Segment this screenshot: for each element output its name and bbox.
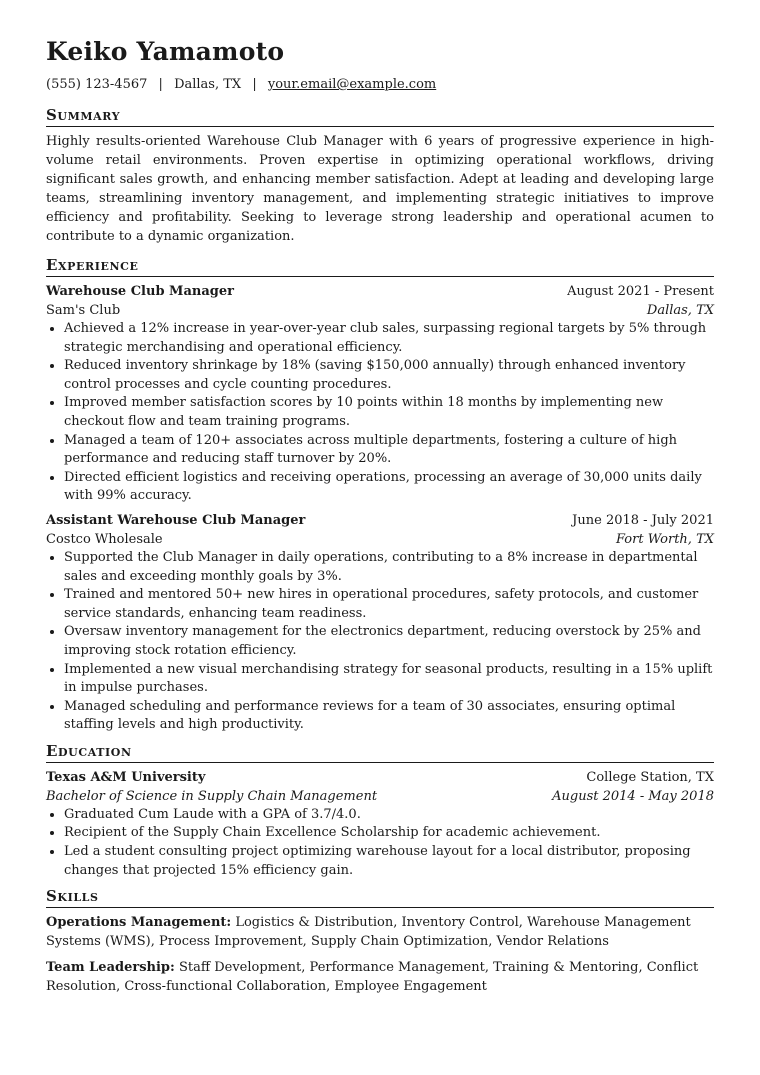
achievement-list: [46, 549, 714, 735]
list-item: • Graduated Cum Laude with a GPA of 3.7/4.0.: [64, 806, 714, 825]
skill-category: Team Leadership:: [46, 960, 175, 976]
contact-line: [46, 76, 714, 94]
list-item: • Improved member satisfaction scores by 10 points within 18 months by implementing new checkout flow and team training programs.: [64, 394, 714, 431]
list-item: • Managed scheduling and performance reviews for a team of 30 associates, ensuring optimal staffing levels and high productivity.: [64, 698, 714, 735]
experience-section: [46, 256, 714, 735]
school-location: College Station, TX: [586, 769, 714, 785]
list-item: • Supported the Club Manager in daily operations, contributing to a 8% increase in departmental sales and exceeding monthly goals by 3%.: [64, 549, 714, 586]
school-name: Texas A&M University: [46, 769, 206, 785]
separator: |: [158, 77, 163, 92]
section-heading-education: Education: [46, 742, 714, 763]
skill-group: [46, 913, 714, 951]
skills-section: [46, 887, 714, 996]
experience-entry: [46, 282, 714, 506]
education-dates: August 2014 - May 2018: [552, 788, 714, 804]
section-heading-experience: Experience: [46, 256, 714, 277]
experience-entry: [46, 511, 714, 735]
section-heading-skills: Skills: [46, 887, 714, 908]
job-location: Dallas, TX: [646, 303, 714, 318]
email-link[interactable]: your.email@example.com: [267, 77, 437, 92]
phone-number: (555) 123-4567: [46, 77, 148, 92]
job-title: Warehouse Club Manager: [46, 284, 234, 299]
summary-section: [46, 106, 714, 246]
list-item: • Achieved a 12% increase in year-over-year club sales, surpassing regional targets by 5% through strategic merchandising and operational efficiency.: [64, 320, 714, 357]
job-dates: August 2021 - Present: [567, 284, 714, 299]
education-list: [46, 806, 714, 880]
company-name: Costco Wholesale: [46, 531, 163, 547]
job-title: Assistant Warehouse Club Manager: [46, 512, 306, 528]
list-item: • Reduced inventory shrinkage by 18% (saving $150,000 annually) through enhanced inventory control processes and cycle counting procedures.: [64, 357, 714, 394]
skill-group: [46, 958, 714, 996]
list-item: • Oversaw inventory management for the electronics department, reducing overstock by 25% and improving stock rotation efficiency.: [64, 623, 714, 660]
job-location: Fort Worth, TX: [615, 531, 714, 547]
list-item: • Directed efficient logistics and receiving operations, processing an average of 30,000 units daily with 99% accuracy.: [64, 469, 714, 506]
location: Dallas, TX: [174, 77, 242, 92]
company-name: Sam's Club: [46, 303, 121, 318]
summary-text: Highly results-oriented Warehouse Club Manager with 6 years of progressive experience in high-volume retail environments. Proven expertise in optimizing operational workflows, driving significant sales growth, and enhancing member satisfaction. Adept at leading and developing large teams, streamlining inventory management, and implementing strategic initiatives to improve efficiency and profitability. Seeking to leverage strong leadership and operational acumen to contribute to a dynamic organization.: [46, 134, 714, 244]
skill-category: Operations Management:: [46, 915, 232, 931]
skill-items: Staff Development, Performance Management, Training & Mentoring, Conflict Resolution, Cross-functional Collaboration, Employee Engagement: [46, 960, 699, 995]
list-item: • Recipient of the Supply Chain Excellence Scholarship for academic achievement.: [64, 824, 714, 843]
degree-name: Bachelor of Science in Supply Chain Management: [46, 788, 378, 804]
list-item: • Implemented a new visual merchandising strategy for seasonal products, resulting in a 15% uplift in impulse purchases.: [64, 661, 714, 698]
list-item: • Managed a team of 120+ associates across multiple departments, fostering a culture of high performance and reducing staff turnover by 20%.: [64, 432, 714, 469]
job-dates: June 2018 - July 2021: [572, 512, 714, 528]
skill-items: Logistics & Distribution, Inventory Control, Warehouse Management Systems (WMS), Process Improvement, Supply Chain Optimization, Vendor Relations: [46, 915, 691, 950]
candidate-name: Keiko Yamamoto: [46, 37, 285, 66]
section-heading-summary: Summary: [46, 106, 714, 127]
list-item: • Trained and mentored 50+ new hires in operational procedures, safety protocols, and customer service standards, enhancing team readiness.: [64, 586, 714, 623]
list-item: • Led a student consulting project optimizing warehouse layout for a local distributor, proposing changes that projected 15% efficiency gain.: [64, 843, 714, 880]
achievement-list: [46, 320, 714, 506]
education-section: [46, 742, 714, 880]
separator: |: [252, 77, 257, 92]
